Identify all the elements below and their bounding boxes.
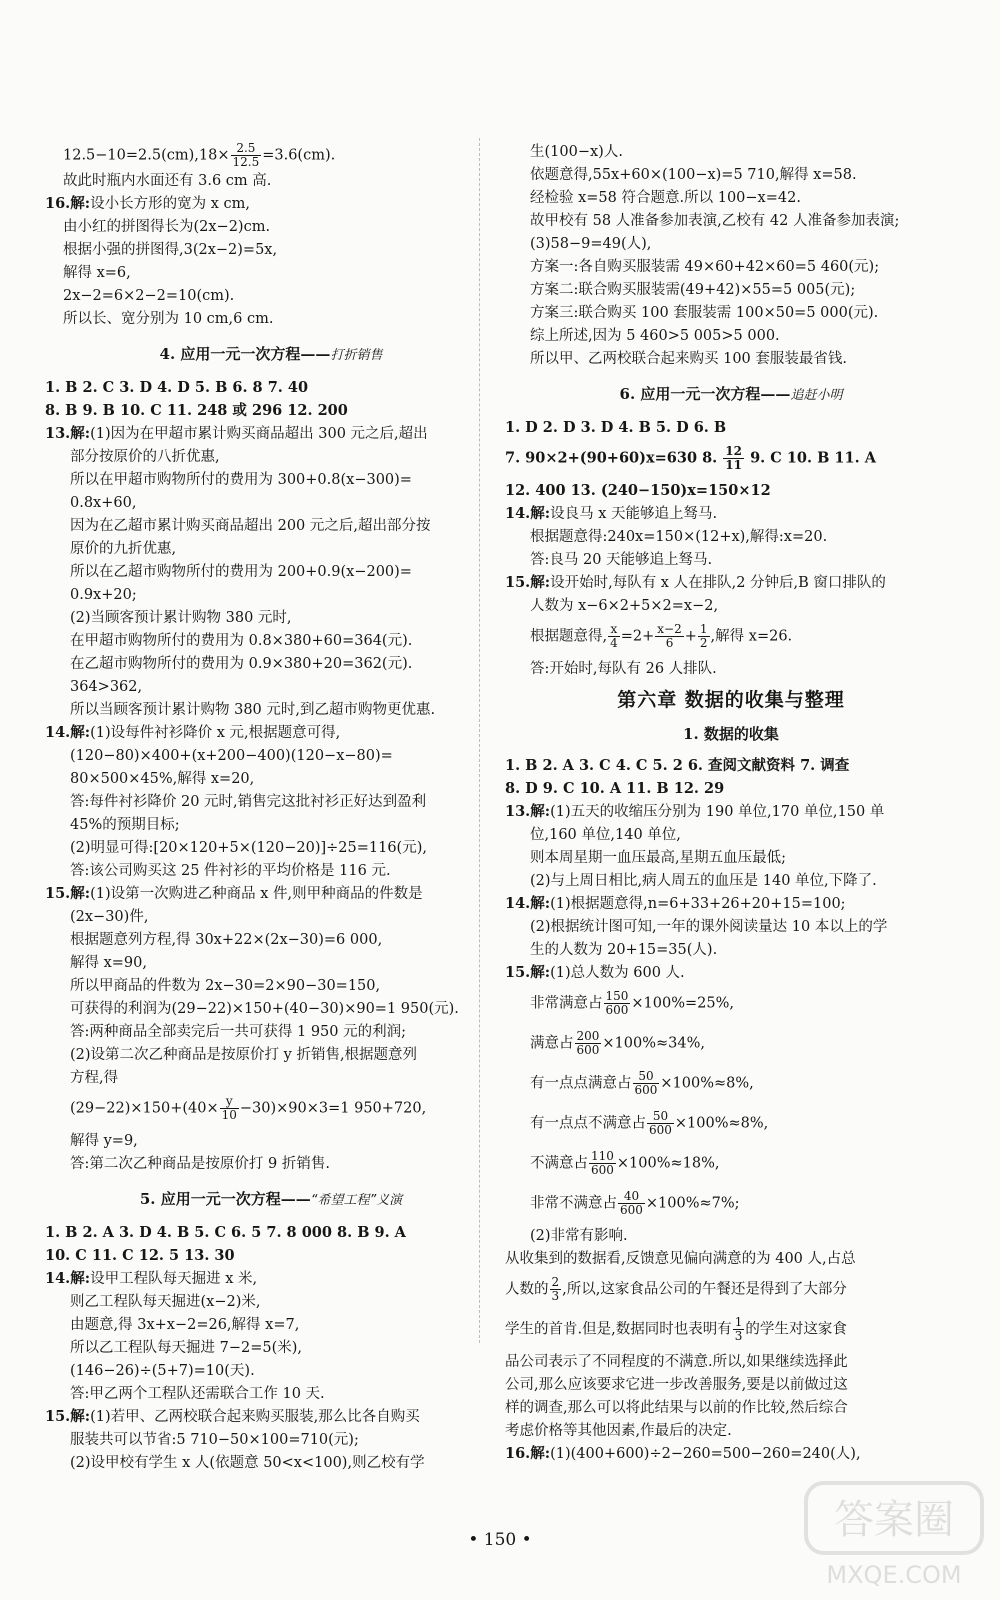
- question-15: 15.解:(1)设第一次购进乙种商品 x 件,则甲种商品的件数是: [45, 885, 423, 902]
- fraction: $\frac{12}{11}$: [725, 444, 742, 472]
- answer-line: 8. B 9. B 10. C 11. 248 或 296 12. 200: [45, 402, 348, 419]
- text-line: 答:良马 20 天能够追上驽马.: [530, 552, 713, 568]
- text-line: (146−26)÷(5+7)=10(天).: [70, 1363, 255, 1379]
- fraction: $\frac{2.5}{12.5}$: [232, 141, 260, 169]
- text-line: 方案二:联合购买服装需(49+42)×55=5 005(元);: [530, 282, 856, 298]
- text-line: 答:开始时,每队有 26 人排队.: [530, 661, 717, 677]
- right-column: [505, 140, 957, 1465]
- fraction: $\frac{40}{600}$: [620, 1189, 643, 1217]
- percent-line: 非常不满意占 $\frac{40}{600}$ ×100%≈7%;: [530, 1189, 740, 1217]
- watermark-logo: [800, 1475, 990, 1595]
- text-line: 所以长、宽分别为 10 cm,6 cm.: [63, 311, 274, 327]
- text-line: 0.9x+20;: [70, 587, 137, 603]
- text-line: (2)设甲校有学生 x 人(依题意 50<x<100),则乙校有学: [70, 1455, 425, 1471]
- text-line: 364>362,: [70, 679, 143, 695]
- percent-line: 不满意占 $\frac{110}{600}$ ×100%≈18%,: [530, 1149, 720, 1177]
- text-line: 答:甲乙两个工程队还需联合工作 10 天.: [70, 1386, 325, 1402]
- fraction: $\frac{150}{600}$: [605, 989, 629, 1017]
- text-line: (2)根据统计图可知,一年的课外阅读量达 10 本以上的学: [530, 919, 888, 935]
- text-line: 方案三:联合购买 100 套服装需 100×50=5 000(元).: [530, 305, 879, 321]
- text-line: (2)当顾客预计累计购物 380 元时,: [70, 610, 292, 626]
- text-line: 人数为 x−6×2+5×2=x−2,: [530, 598, 719, 614]
- fraction: $\frac{1}{3}$: [734, 1315, 743, 1343]
- text-line: 依题意得,55x+60×(100−x)=5 710,解得 x=58.: [530, 167, 857, 183]
- text-line: 45%的预期目标;: [70, 817, 180, 833]
- text-line: 答:该公司购买这 25 件衬衫的平均价格是 116 元.: [70, 863, 391, 879]
- text-line: 12.5−10=2.5(cm),18× $\frac{2.5}{12.5}$ =3.6(cm).: [63, 141, 336, 169]
- fraction: $\frac{200}{600}$: [576, 1029, 600, 1057]
- answer-line: 1. B 2. A 3. C 4. C 5. 2 6. 查阅文献资料 7. 调查: [505, 757, 850, 774]
- text-line: 所以甲商品的件数为 2x−30=2×90−30=150,: [70, 978, 381, 994]
- text-line: 方程,得: [70, 1070, 119, 1086]
- text-line: 解得 y=9,: [70, 1133, 138, 1149]
- text-line: 学生的首肯.但是,数据同时也表明有 $\frac{1}{3}$ 的学生对这家食: [505, 1315, 847, 1343]
- fraction: $\frac{1}{2}$: [699, 622, 708, 650]
- section-heading-5: 5. 应用一元一次方程——“希望工程”义演: [139, 1190, 403, 1208]
- fraction: $\frac{x-2}{6}$: [657, 622, 682, 650]
- text-line: 0.8x+60,: [70, 495, 137, 511]
- page-number: • 150 •: [468, 1530, 532, 1550]
- question-15: 15.解:设开始时,每队有 x 人在排队,2 分钟后,B 窗口排队的: [505, 574, 886, 591]
- question-16: 16.解:(1)(400+600)÷2−260=500−260=240(人),: [505, 1445, 861, 1462]
- text-line: 综上所述,因为 5 460>5 005>5 000.: [530, 328, 780, 344]
- text-line: 答:每件衬衫降价 20 元时,销售完这批衬衫正好达到盈利: [70, 794, 427, 810]
- question-13: 13.解:(1)五天的收缩压分别为 190 单位,170 单位,150 单: [505, 803, 885, 820]
- question-14: 14.解:设良马 x 天能够追上驽马.: [505, 505, 718, 522]
- fraction: $\frac{x}{4}$: [610, 622, 618, 650]
- question-16: 16.解:设小长方形的宽为 x cm,: [45, 195, 250, 212]
- text-line: (2x−30)件,: [70, 909, 149, 925]
- percent-line: 非常满意占 $\frac{150}{600}$ ×100%=25%,: [530, 989, 734, 1017]
- text-line: (2)与上周日相比,病人周五的血压是 140 单位,下降了.: [530, 873, 877, 889]
- fraction: $\frac{110}{600}$: [591, 1149, 614, 1177]
- text-line: 故此时瓶内水面还有 3.6 cm 高.: [63, 173, 272, 189]
- question-15: 15.解:(1)若甲、乙两校联合起来购买服装,那么比各自购买: [45, 1408, 420, 1425]
- text-line: 答:第二次乙种商品是按原价打 9 折销售.: [70, 1156, 330, 1172]
- percent-line: 有一点点不满意占 $\frac{50}{600}$ ×100%≈8%,: [530, 1109, 769, 1137]
- text-line: 则本周星期一血压最高,星期五血压最低;: [530, 850, 786, 866]
- text-line: 部分按原价的八折优惠,: [70, 449, 220, 465]
- left-column: [45, 140, 497, 1474]
- text-line: 由题意,得 3x+x−2=26,解得 x=7,: [70, 1317, 300, 1333]
- text-line: 公司,那么应该要求它进一步改善服务,要是以前做过这: [505, 1377, 848, 1393]
- text-line: 因为在乙超市累计购买商品超出 200 元之后,超出部分按: [70, 518, 431, 534]
- chapter-title: 第六章 数据的收集与整理: [617, 689, 845, 711]
- text-line: 可获得的利润为(29−22)×150+(40−30)×90=1 950(元).: [70, 1001, 459, 1017]
- answer-line: 12. 400 13. (240−150)x=150×12: [505, 482, 771, 499]
- text-line: (120−80)×400+(x+200−400)(120−x−80)=: [70, 748, 393, 764]
- text-line: 生(100−x)人.: [530, 144, 623, 160]
- text-line: 经检验 x=58 符合题意.所以 100−x=42.: [530, 190, 801, 206]
- text-line: 答:两种商品全部卖完后一共可获得 1 950 元的利润;: [70, 1024, 406, 1040]
- question-14: 14.解:(1)设每件衬衫降价 x 元,根据题意可得,: [45, 724, 341, 741]
- text-line: (3)58−9=49(人),: [530, 236, 652, 252]
- text-line: 考虑价格等其他因素,作最后的决定.: [505, 1423, 732, 1439]
- text-line: 位,160 单位,140 单位,: [530, 827, 681, 843]
- text-line: 所以甲、乙两校联合起来购买 100 套服装最省钱.: [530, 351, 848, 367]
- text-line: 根据题意得, $\frac{x}{4}$ =2+ $\frac{x-2}{6}$ + $\frac{1}{2}$ ,解得 x=26.: [530, 622, 793, 650]
- question-14: 14.解:设甲工程队每天掘进 x 米,: [45, 1270, 258, 1287]
- text-line: 由小红的拼图得长为(2x−2)cm.: [63, 219, 271, 235]
- percent-line: 满意占 $\frac{200}{600}$ ×100%≈34%,: [530, 1029, 705, 1057]
- text-line: 方案一:各自购买服装需 49×60+42×60=5 460(元);: [530, 259, 880, 275]
- section-heading-1: 1. 数据的收集: [683, 725, 779, 743]
- answer-line: 1. B 2. C 3. D 4. D 5. B 6. 8 7. 40: [45, 379, 309, 396]
- text-line: 在乙超市购物所付的费用为 0.9×380+20=362(元).: [70, 656, 413, 672]
- fraction: $\frac{y}{10}$: [221, 1094, 237, 1122]
- text-line: (2)非常有影响.: [530, 1228, 628, 1244]
- question-13: 13.解:(1)因为在甲超市累计购买商品超出 300 元之后,超出: [45, 425, 428, 442]
- text-line: (2)设第二次乙种商品是按原价打 y 折销售,根据题意列: [70, 1047, 418, 1063]
- percent-line: 有一点点满意占 $\frac{50}{600}$ ×100%≈8%,: [530, 1069, 754, 1097]
- text-line: 从收集到的数据看,反馈意见偏向满意的为 400 人,占总: [505, 1251, 856, 1267]
- question-15: 15.解:(1)总人数为 600 人.: [505, 964, 685, 981]
- text-line: (29−22)×150+(40× $\frac{y}{10}$ −30)×90×3=1 950+720,: [70, 1094, 427, 1122]
- text-line: 所以在甲超市购物所付的费用为 300+0.8(x−300)=: [70, 472, 412, 488]
- text-line: (2)明显可得:[20×120+5×(120−20)]÷25=116(元),: [70, 840, 427, 856]
- text-line: 解得 x=90,: [70, 955, 147, 971]
- answer-line: 7. 90×2+(90+60)x=630 8. $\frac{12}{11}$ 9. C 10. B 11. A: [505, 444, 876, 472]
- fraction: $\frac{50}{600}$: [634, 1069, 658, 1097]
- text-line: 所以当顾客预计累计购物 380 元时,到乙超市购物更优惠.: [70, 702, 436, 718]
- text-line: 故甲校有 58 人准备参加表演,乙校有 42 人准备参加表演;: [530, 213, 900, 229]
- text-line: 样的调查,那么可以将此结果与以前的作比较,然后综合: [505, 1400, 848, 1416]
- text-line: 则乙工程队每天掘进(x−2)米,: [70, 1294, 261, 1310]
- text-line: 80×500×45%,解得 x=20,: [70, 771, 255, 787]
- answer-line: 8. D 9. C 10. A 11. B 12. 29: [505, 780, 725, 797]
- text-line: 根据题意得:240x=150×(12+x),解得:x=20.: [530, 529, 828, 545]
- text-line: 人数的 $\frac{2}{3}$ ,所以,这家食品公司的午餐还是得到了大部分: [505, 1275, 847, 1303]
- watermark-text: 答案圈: [834, 1497, 954, 1543]
- section-heading-4: 4. 应用一元一次方程——打折销售: [159, 345, 383, 363]
- watermark-url: MXQE.COM: [826, 1561, 962, 1589]
- text-line: 原价的九折优惠,: [70, 541, 177, 557]
- fraction: $\frac{50}{600}$: [649, 1109, 672, 1137]
- text-line: 所以在乙超市购物所付的费用为 200+0.9(x−200)=: [70, 564, 412, 580]
- answer-line: 1. D 2. D 3. D 4. B 5. D 6. B: [505, 419, 727, 436]
- answer-line: 10. C 11. C 12. 5 13. 30: [45, 1247, 235, 1264]
- text-line: 所以乙工程队每天掘进 7−2=5(米),: [70, 1340, 303, 1356]
- text-line: 2x−2=6×2−2=10(cm).: [63, 288, 235, 304]
- text-line: 生的人数为 20+15=35(人).: [530, 942, 718, 958]
- text-line: 服装共可以节省:5 710−50×100=710(元);: [70, 1432, 359, 1448]
- question-14: 14.解:(1)根据题意得,n=6+33+26+20+15=100;: [505, 895, 846, 912]
- text-line: 根据小强的拼图得,3(2x−2)=5x,: [63, 242, 278, 258]
- text-line: 解得 x=6,: [63, 265, 131, 281]
- answer-line: 1. B 2. A 3. D 4. B 5. C 6. 5 7. 8 000 8. B 9. A: [45, 1224, 406, 1241]
- text-line: 根据题意列方程,得 30x+22×(2x−30)=6 000,: [70, 932, 383, 948]
- section-heading-6: 6. 应用一元一次方程——追赶小明: [619, 385, 843, 403]
- text-line: 在甲超市购物所付的费用为 0.8×380+60=364(元).: [70, 633, 413, 649]
- fraction: $\frac{2}{3}$: [551, 1275, 560, 1303]
- text-line: 品公司表示了不同程度的不满意.所以,如果继续选择此: [505, 1354, 848, 1370]
